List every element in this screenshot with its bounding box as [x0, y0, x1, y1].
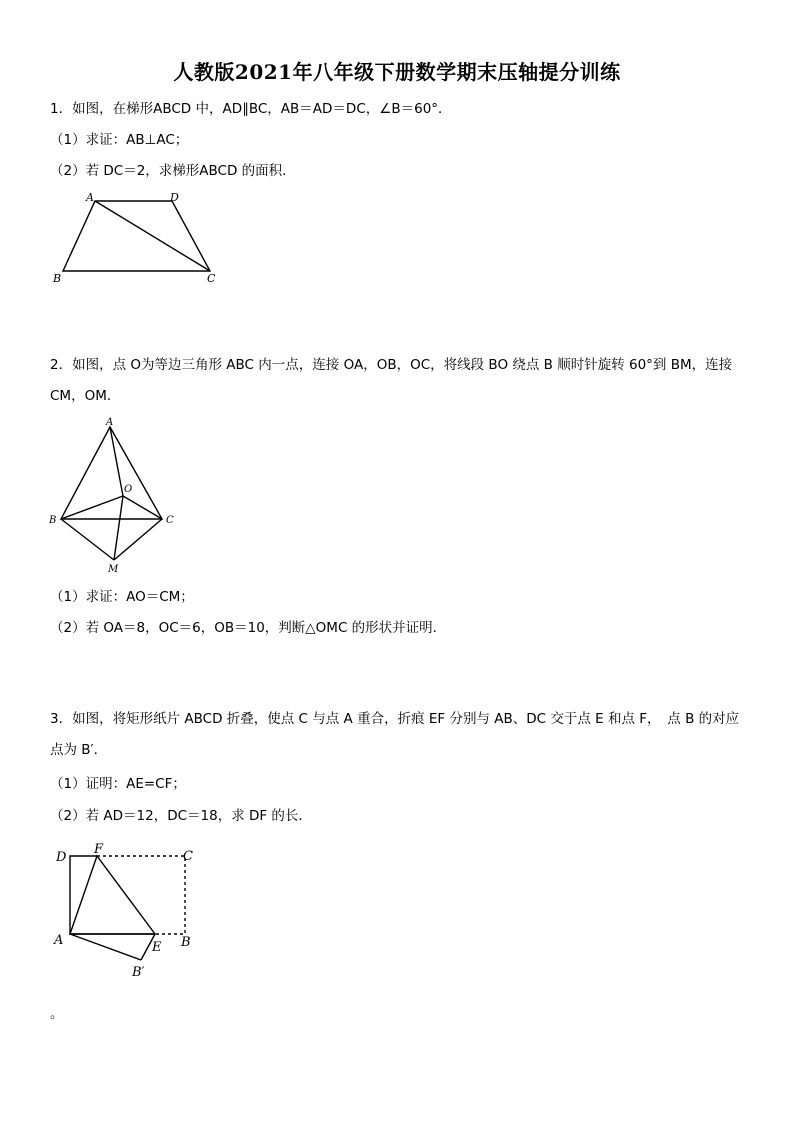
- problem-2-part-2: （2）若 OA＝8，OC＝6，OB＝10，判断△OMC 的形状并证明．: [50, 620, 447, 636]
- label-b: B: [53, 272, 62, 285]
- problem-1-figure: [45, 188, 235, 288]
- segment-bm: [61, 519, 114, 560]
- problem-1-part-2: （2）若 DC＝2，求梯形ABCD 的面积．: [50, 163, 296, 179]
- triangle-abc: [61, 427, 162, 519]
- label-b-prime: B′: [132, 965, 145, 980]
- label-o: O: [124, 484, 133, 495]
- problem-3-part-1: （1）证明：AE=CF；: [50, 776, 186, 792]
- label-b: B: [181, 935, 191, 950]
- page-title: 人教版2021年八年级下册数学期末压轴提分训练: [173, 60, 621, 84]
- problem-3-part-2: （2）若 AD＝12，DC＝18，求 DF 的长．: [50, 808, 312, 824]
- rectangle-visible-edges: [70, 856, 155, 934]
- segment-bo: [61, 496, 123, 519]
- diagonal-ac: [95, 201, 210, 271]
- label-d: D: [56, 850, 67, 865]
- label-a: A: [86, 191, 94, 204]
- problem-2-figure: [40, 412, 190, 577]
- segment-cm: [114, 519, 162, 560]
- problem-2-stem: 2．如图，点 O为等边三角形 ABC 内一点，连接 OA，OB，OC，将线段 BO 绕点 B 顺时针旋转 60°到 BM，连接 CM，OM．: [50, 357, 733, 404]
- problem-2-part-1: （1）求证：AO＝CM；: [50, 589, 194, 605]
- rectangle-folded-edges: [97, 856, 185, 934]
- label-c: C: [183, 849, 193, 864]
- label-f: F: [94, 842, 104, 857]
- segment-ab-prime: [70, 934, 141, 960]
- problem-1-part-1: （1）求证：AB⊥AC；: [50, 132, 189, 148]
- trailing-mark: 。: [50, 1006, 64, 1022]
- trapezoid-abcd: [63, 201, 210, 271]
- label-e: E: [152, 940, 162, 955]
- label-c: C: [207, 272, 216, 285]
- label-d: D: [170, 191, 179, 204]
- label-c: C: [166, 515, 174, 526]
- problem-3-figure: [45, 838, 215, 988]
- segment-om: [114, 496, 123, 560]
- folded-flap: [70, 856, 155, 934]
- label-a: A: [106, 417, 114, 428]
- label-m: M: [108, 564, 119, 575]
- label-a: A: [54, 933, 64, 948]
- problem-3-stem: 3．如图，将矩形纸片 ABCD 折叠，使点 C 与点 A 重合，折痕 EF 分别与 AB、DC 交于点 E 和点 F， 点 B 的对应点为 B′．: [50, 711, 740, 758]
- problem-1-stem: 1．如图，在梯形ABCD 中，AD∥BC，AB＝AD＝DC，∠B＝60°．: [50, 101, 452, 117]
- label-b: B: [49, 515, 57, 526]
